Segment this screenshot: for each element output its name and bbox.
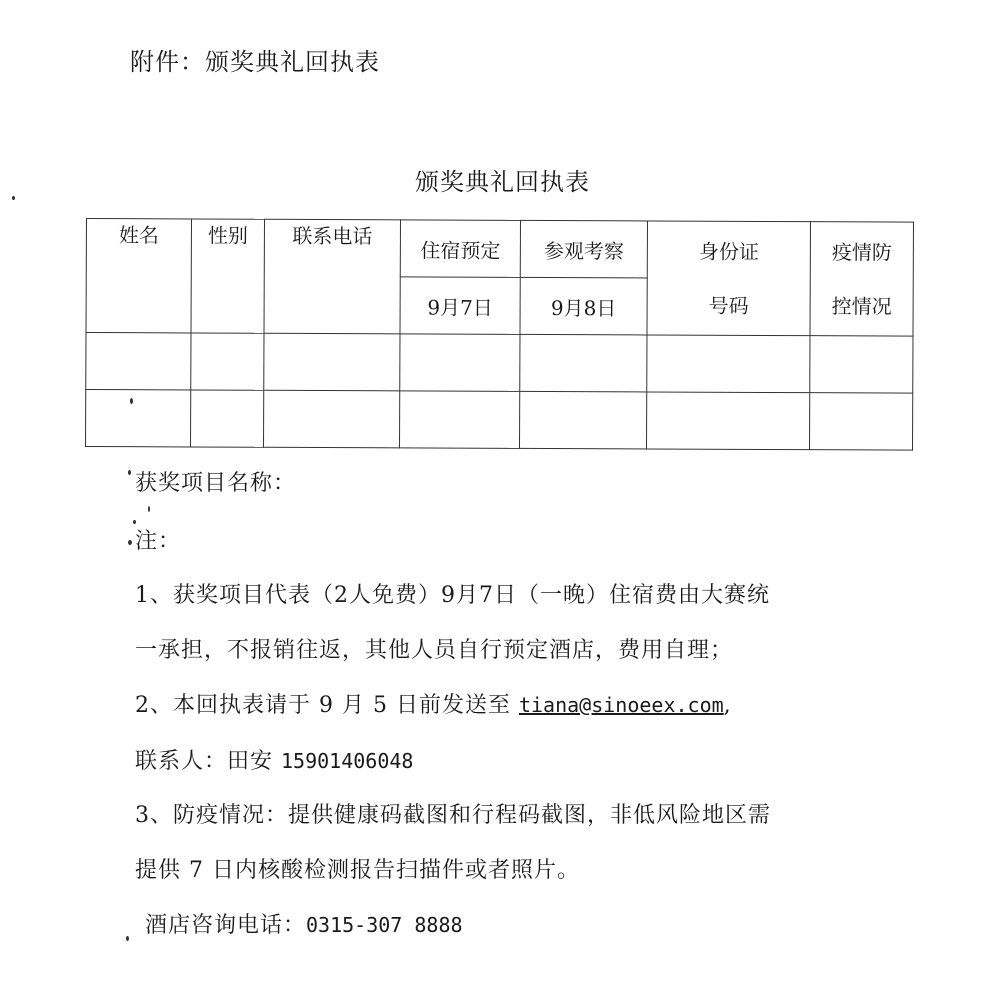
scan-speck <box>128 540 132 545</box>
scan-speck <box>130 398 133 404</box>
header-epidemic-line1: 疫情防 <box>831 239 892 265</box>
header-gender: 性别 <box>191 219 264 333</box>
cell-name[interactable] <box>86 390 191 447</box>
cell-epidemic[interactable] <box>809 393 912 450</box>
note-item-2 <box>135 688 732 719</box>
cell-id-number[interactable] <box>647 335 810 393</box>
header-visit: 参观考察 <box>520 220 647 278</box>
cell-accommodation[interactable] <box>400 391 520 449</box>
note-item-3-line-2: 提供 7 日内核酸检测报告扫描件或者照片。 <box>135 858 580 883</box>
project-name-label: 获奖项目名称： <box>135 471 297 496</box>
header-accommodation: 住宿预定 <box>400 220 520 278</box>
receipt-table <box>85 218 914 451</box>
contact-person-label: 联系人：田安 <box>135 749 281 774</box>
note-label: 注： <box>135 529 182 554</box>
note-item-3-line-1: 3、防疫情况：提供健康码截图和行程码截图，非低风险地区需 <box>135 803 771 828</box>
cell-epidemic[interactable] <box>810 336 913 393</box>
table-row <box>86 333 913 394</box>
contact-phone: 15901406048 <box>281 749 414 773</box>
cell-gender[interactable] <box>191 333 264 390</box>
contact-email-link[interactable]: tiana@sinoeex.com <box>518 693 724 717</box>
cell-visit[interactable] <box>520 334 647 392</box>
hotel-phone-label: 酒店咨询电话： <box>145 913 307 938</box>
header-epidemic-line2: 控情况 <box>831 293 892 319</box>
header-id-line2: 号码 <box>708 293 749 318</box>
header-accommodation-date: 9月7日 <box>400 277 520 335</box>
header-id-number <box>647 221 810 336</box>
note-item-2-suffix: , <box>723 693 732 718</box>
scan-speck <box>148 506 150 512</box>
scan-speck <box>133 520 136 524</box>
header-name: 姓名 <box>86 219 191 333</box>
contact-person <box>135 744 413 775</box>
note-item-1-line-2: 一承担，不报销往返，其他人员自行预定酒店，费用自理； <box>135 638 734 663</box>
cell-accommodation[interactable] <box>400 334 520 392</box>
table-row <box>86 390 913 451</box>
cell-visit[interactable] <box>519 391 646 449</box>
scan-speck <box>126 936 129 941</box>
cell-phone[interactable] <box>264 390 400 448</box>
cell-name[interactable] <box>86 333 191 390</box>
form-title: 颁奖典礼回执表 <box>415 168 590 196</box>
hotel-phone: 0315-307 8888 <box>306 913 463 937</box>
cell-phone[interactable] <box>264 333 400 391</box>
header-phone: 联系电话 <box>264 219 400 334</box>
cell-id-number[interactable] <box>646 392 809 450</box>
header-epidemic <box>810 222 913 336</box>
note-item-2-text: 2、本回执表请于 9 月 5 日前发送至 <box>135 693 519 718</box>
scan-speck <box>128 470 131 475</box>
scan-speck <box>12 196 15 200</box>
note-item-1-line-1: 1、获奖项目代表（2人免费）9月7日（一晚）住宿费由大赛统 <box>135 583 770 608</box>
header-visit-date: 9月8日 <box>520 277 647 335</box>
hotel-phone-line <box>145 908 463 939</box>
header-id-line1: 身份证 <box>698 239 759 264</box>
cell-gender[interactable] <box>191 390 264 447</box>
attachment-title: 附件：颁奖典礼回执表 <box>130 48 380 76</box>
